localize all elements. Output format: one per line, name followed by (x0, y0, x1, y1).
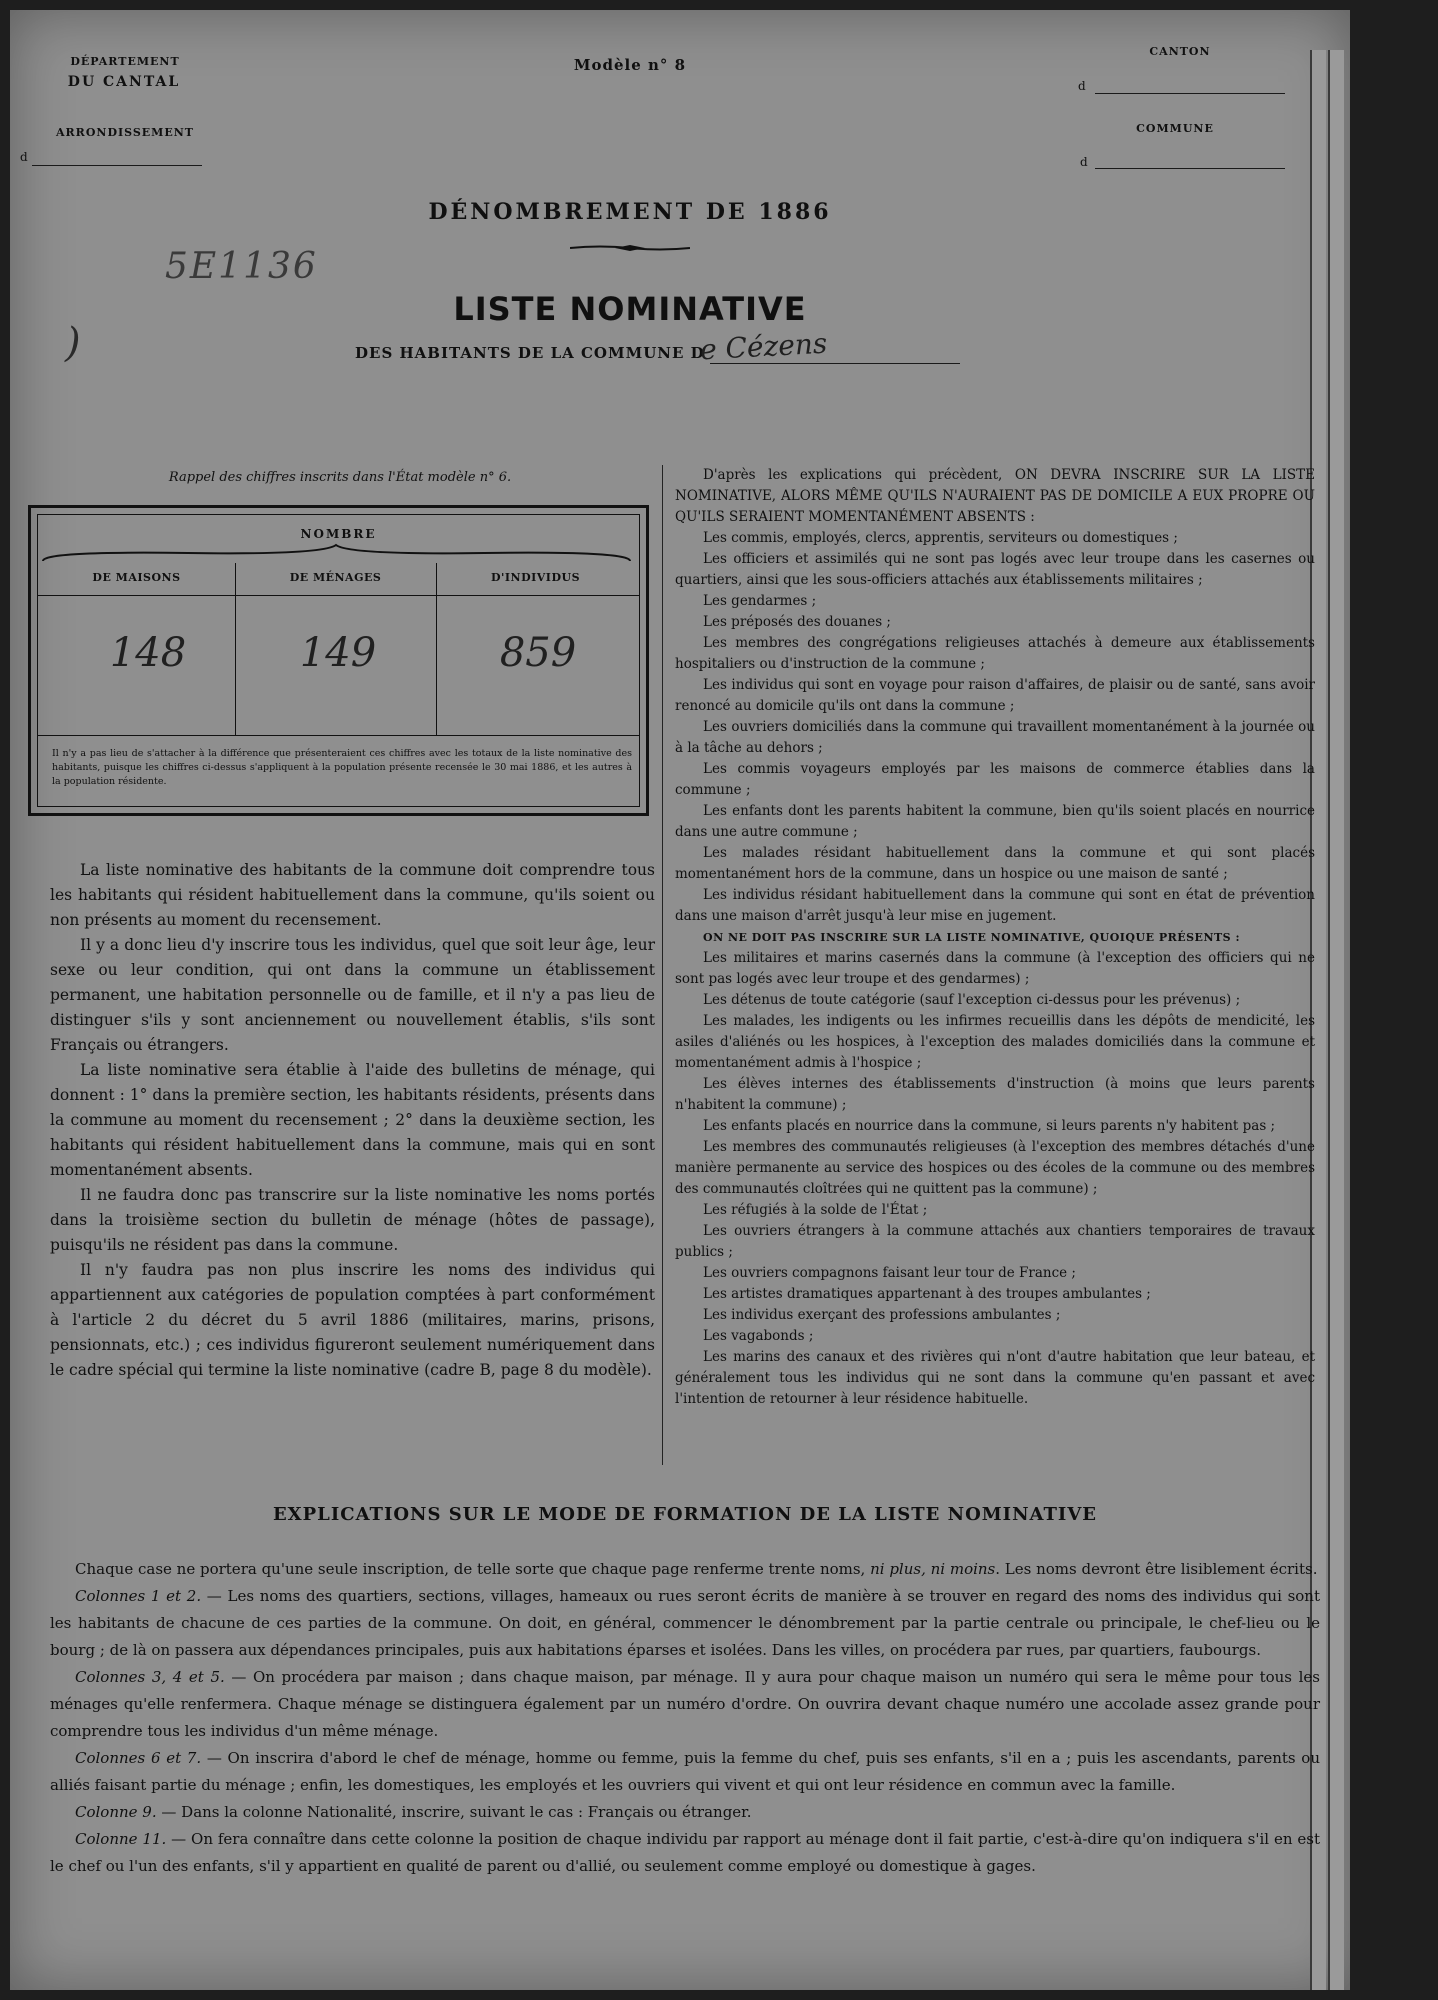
left-paragraph: La liste nominative sera établie à l'aide des bulletins de ménage, qui donnent : 1° dans la première section, les habitants résidents, présents dans la commune au moment du recensement ; 2° dans la deuxième section, les habitants qui résident habituellement dans la commune, mais qui en sont momentanément absents. (50, 1061, 655, 1179)
item-text: — On fera connaître dans cette colonne la position de chaque individu par rapport au ménage dont il fait partie, c'est-à-dire qu'on indiquera s'il en est le chef ou l'un des enfants, s'il y appartient en qualité de parent ou d'allié, ou seulement comme employé ou domestique à gages. (50, 1830, 1320, 1875)
rappel-box (28, 505, 649, 816)
departement-label: DÉPARTEMENT (70, 55, 180, 68)
column-divider (235, 563, 236, 735)
inscrire-item: Les ouvriers domiciliés dans la commune qui travaillent momentanément à la journée ou à la tâche au dehors ; (675, 719, 1315, 756)
explications-item (50, 1745, 1320, 1799)
ne-pas-item: Les malades, les indigents ou les infirmes recueillis dans les dépôts de mendicité, les asiles d'aliénés ou les hospices, à l'exception des malades domiciliés dans la commune et momentanément admis à l'hospice ; (675, 1013, 1315, 1071)
arrondissement-line (32, 165, 202, 166)
denombrement-title: DÉNOMBREMENT DE 1886 (428, 199, 832, 225)
column-separator (662, 465, 663, 1465)
ne-pas-item: Les élèves internes des établissements d'instruction (à moins que leurs parents n'habitent la commune) ; (675, 1076, 1315, 1113)
ne-pas-item: Les marins des canaux et des rivières qui n'ont d'autre habitation que leur bateau, et généralement tous les individus qui ne sont dans la commune qu'en passant et avec l'intention de retourner à leur résidence habituelle. (675, 1349, 1315, 1407)
arrondissement-prefix: d (20, 150, 28, 164)
note-divider (38, 735, 639, 736)
departement-name: DU CANTAL (67, 74, 181, 90)
commune-line (1095, 168, 1285, 169)
inscrire-item: Les commis voyageurs employés par les maisons de commerce établies dans la commune ; (675, 761, 1315, 798)
item-label: Colonnes 1 et 2. (75, 1587, 202, 1605)
intro-text-end: . Les noms devront être lisiblement écrits. (995, 1560, 1318, 1578)
rappel-caption: Rappel des chiffres inscrits dans l'État modèle n° 6. (168, 470, 512, 485)
column-divider (436, 563, 437, 735)
right-intro: D'après les explications qui précèdent, ON DEVRA INSCRIRE SUR LA LISTE NOMINATIVE, ALORS MÊME QU'ILS N'AURAIENT PAS DE DOMICILE A EUX PROPRE OU QU'ILS SERAIENT MOMENTANÉMENT ABSENTS : (675, 467, 1315, 525)
ne-pas-item: Les militaires et marins casernés dans la commune (à l'exception des officiers qui ne sont pas logés avec leur troupe et des gendarmes) ; (675, 950, 1315, 987)
title-ornament (570, 242, 690, 254)
census-page (10, 10, 1350, 1990)
commune-prefix: d (1080, 155, 1088, 169)
inscrire-item: Les individus résidant habituellement dans la commune qui sont en état de prévention dans une maison d'arrêt jusqu'à leur mise en jugement. (675, 887, 1315, 924)
item-text: — On inscrira d'abord le chef de ménage, homme ou femme, puis la femme du chef, puis ses enfants, s'il en a ; puis les ascendants, parents ou alliés faisant partie du ménage ; enfin, les domestiques, les employés et les ouvriers qui vivent et qui ont leur résidence en commun avec la famille. (50, 1749, 1320, 1794)
commune-name-handwritten: e Cézens (699, 326, 828, 367)
right-column (675, 465, 1315, 1410)
page-edge (1328, 50, 1344, 1990)
explications-title: EXPLICATIONS SUR LE MODE DE FORMATION DE LA LISTE NOMINATIVE (272, 1504, 1098, 1525)
item-text: — On procédera par maison ; dans chaque maison, par ménage. Il y aura pour chaque maison un numéro qui sera le même pour tous les ménages qu'elle renfermera. Chaque ménage se distinguera également par un numéro d'ordre. On ouvrira devant chaque numéro une accolade assez grande pour comprendre tous les individus d'un même ménage. (50, 1668, 1320, 1740)
left-paragraph: La liste nominative des habitants de la commune doit comprendre tous les habitants qui résident habituellement dans la commune, qu'ils soient ou non présents au moment du recensement. (50, 861, 655, 929)
ne-pas-item: Les artistes dramatiques appartenant à des troupes ambulantes ; (703, 1286, 1151, 1302)
item-label: Colonnes 3, 4 et 5. (75, 1668, 225, 1686)
nombre-brace (38, 543, 635, 563)
item-label: Colonne 11. (75, 1830, 167, 1848)
value-individus: 859 (499, 630, 577, 676)
ne-pas-inscrire-label: ON NE DOIT PAS INSCRIRE SUR LA LISTE NOMINATIVE, QUOIQUE PRÉSENTS : (703, 931, 1241, 944)
inscrire-item: Les commis, employés, clercs, apprentis, serviteurs ou domestiques ; (703, 530, 1178, 546)
ne-pas-item: Les détenus de toute catégorie (sauf l'exception ci-dessus pour les prévenus) ; (703, 992, 1241, 1008)
explications-item (50, 1583, 1320, 1664)
left-paragraph: Il y a donc lieu d'y inscrire tous les individus, quel que soit leur âge, leur sexe ou leur condition, qui ont dans la commune un établissement permanent, une habitation personnelle ou de famille, et il n'y a pas lieu de distinguer s'ils y sont anciennement ou nouvellement établis, s'ils sont Français ou étrangers. (50, 936, 655, 1054)
ne-pas-item: Les vagabonds ; (703, 1328, 814, 1344)
col-menages: DE MÉNAGES (289, 571, 382, 584)
habitants-title: DES HABITANTS DE LA COMMUNE D (355, 344, 705, 362)
canton-label: CANTON (1149, 45, 1211, 58)
commune-name-line (710, 363, 960, 364)
inscrire-item: Les malades résidant habituellement dans la commune et qui sont placés momentanément hors de la commune, dans un hospice ou une maison de santé ; (675, 845, 1315, 882)
left-paragraph: Il n'y faudra pas non plus inscrire les noms des individus qui appartiennent aux catégories de population comptées à part conformément à l'article 2 du décret du 5 avril 1886 (militaires, marins, prisons, pensionnats, etc.) ; ces individus figureront seulement numériquement dans le cadre spécial qui termine la liste nominative (cadre B, page 8 du modèle). (50, 1261, 655, 1379)
inscrire-item: Les officiers et assimilés qui ne sont pas logés avec leur troupe dans les casernes ou quartiers, ainsi que les sous-officiers attachés aux établissements militaires ; (675, 551, 1315, 588)
item-label: Colonnes 6 et 7. (75, 1749, 202, 1767)
canton-line (1095, 93, 1285, 94)
header-divider (38, 595, 639, 596)
arrondissement-label: ARRONDISSEMENT (56, 126, 194, 139)
col-maisons: DE MAISONS (92, 571, 181, 584)
inscrire-item: Les enfants dont les parents habitent la commune, bien qu'ils soient placés en nourrice dans une autre commune ; (675, 803, 1315, 840)
item-label: Colonne 9. (75, 1803, 157, 1821)
pencil-mark: ) (65, 320, 81, 366)
inscrire-item: Les préposés des douanes ; (703, 614, 891, 630)
nombre-label: NOMBRE (300, 527, 377, 541)
inscrire-item: Les individus qui sont en voyage pour raison d'affaires, de plaisir ou de santé, sans avoir renoncé au domicile qu'ils ont dans la commune ; (675, 677, 1315, 714)
ne-pas-item: Les individus exerçant des professions ambulantes ; (703, 1307, 1061, 1323)
explications-intro (50, 1556, 1320, 1583)
explications-item (50, 1799, 1320, 1826)
ne-pas-item: Les enfants placés en nourrice dans la commune, si leurs parents n'y habitent pas ; (703, 1118, 1276, 1134)
liste-nominative-title: LISTE NOMINATIVE (453, 290, 807, 328)
canton-prefix: d (1078, 79, 1086, 93)
inscrire-item: Les membres des congrégations religieuses attachés à demeure aux établissements hospitaliers ou d'instruction de la commune ; (675, 635, 1315, 672)
value-menages: 149 (299, 630, 377, 676)
col-individus: D'INDIVIDUS (490, 571, 581, 584)
intro-text: Chaque case ne portera qu'une seule inscription, de telle sorte que chaque page renferme trente noms, (75, 1560, 871, 1578)
archive-reference: 5E1136 (165, 246, 318, 287)
commune-label: COMMUNE (1136, 122, 1214, 135)
explications-item (50, 1826, 1320, 1880)
explications-item (50, 1664, 1320, 1745)
value-maisons: 148 (109, 630, 187, 676)
intro-emphasis: ni plus, ni moins (870, 1560, 996, 1578)
ne-pas-item: Les ouvriers compagnons faisant leur tour de France ; (703, 1265, 1076, 1281)
left-paragraphs (50, 858, 655, 1383)
ne-pas-item: Les ouvriers étrangers à la commune attachés aux chantiers temporaires de travaux publics ; (675, 1223, 1315, 1260)
inscrire-item: Les gendarmes ; (703, 593, 817, 609)
item-text: — Les noms des quartiers, sections, villages, hameaux ou rues seront écrits de manière à se trouver en regard des noms des individus qui sont les habitants de chacune de ces parties de la commune. On doit, en général, commencer le dénombrement par la partie centrale ou principale, le chef-lieu ou le bourg ; de là on passera aux dépendances principales, puis aux habitations éparses et isolées. Dans les villes, on procédera par rues, par quartiers, faubourgs. (50, 1587, 1320, 1659)
left-paragraph: Il ne faudra donc pas transcrire sur la liste nominative les noms portés dans la troisième section du bulletin de ménage (hôtes de passage), puisqu'ils ne résident pas dans la commune. (50, 1186, 655, 1254)
explications-body (50, 1556, 1320, 1880)
ne-pas-item: Les membres des communautés religieuses (à l'exception des membres détachés d'une manière permanente au service des hospices ou des écoles de la commune ou des membres des communautés cloîtrées qui ne quittent pas la commune) ; (675, 1139, 1315, 1197)
modele-number: Modèle n° 8 (573, 56, 687, 74)
ne-pas-item: Les réfugiés à la solde de l'État ; (703, 1202, 928, 1218)
rappel-note: Il n'y a pas lieu de s'attacher à la différence que présenteraient ces chiffres avec les totaux de la liste nominative des habitants, puisque les chiffres ci-dessus s'appliquent à la population présente recensée le 30 mai 1886, et les autres à la population résidente. (52, 748, 632, 787)
item-text: — Dans la colonne Nationalité, inscrire, suivant le cas : Français ou étranger. (156, 1803, 752, 1821)
